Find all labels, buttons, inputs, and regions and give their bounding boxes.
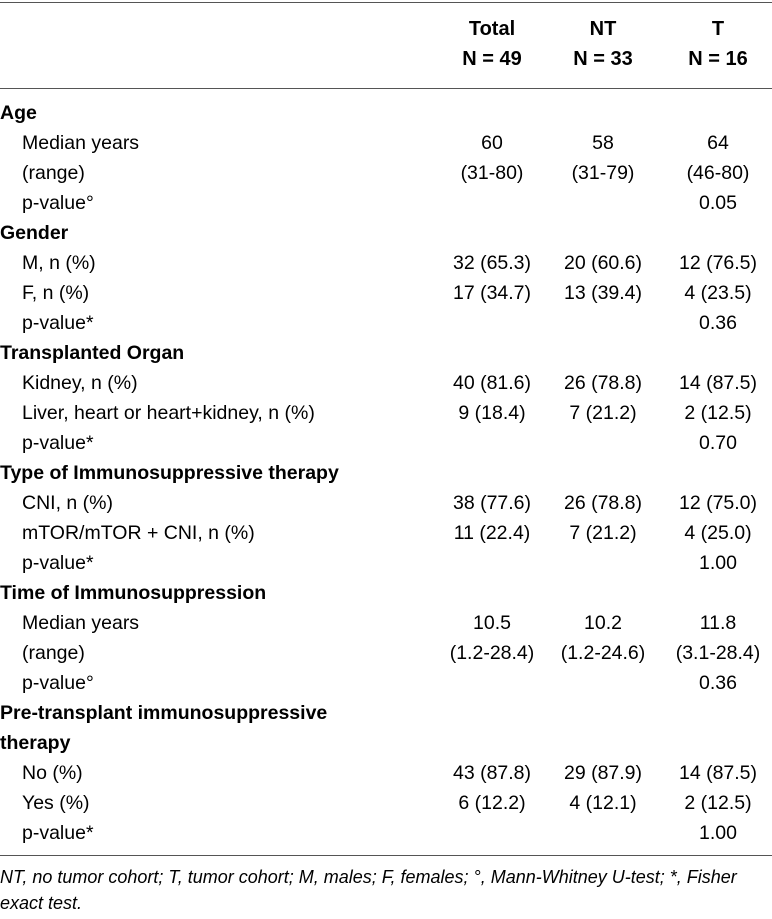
cell-nt: 26 (78.8) <box>563 372 643 394</box>
table-row <box>0 608 772 638</box>
cell-nt: 13 (39.4) <box>563 282 643 304</box>
cell-pvalue: 1.00 <box>699 552 737 574</box>
section-title: Age <box>0 102 37 124</box>
row-label: Yes (%) <box>22 792 90 814</box>
cell-total: 6 (12.2) <box>458 792 526 814</box>
table-row <box>0 128 772 158</box>
cell-nt: 26 (78.8) <box>563 492 643 514</box>
cell-t: 12 (75.0) <box>678 492 758 514</box>
cell-total: 60 <box>481 132 503 154</box>
cell-pvalue: 0.36 <box>699 672 737 694</box>
cell-t: 14 (87.5) <box>678 372 758 394</box>
cell-total: 40 (81.6) <box>452 372 532 394</box>
section-age <box>0 98 772 128</box>
header-nt-label: NT <box>589 18 617 40</box>
cell-total: 11 (22.4) <box>453 522 531 544</box>
table-row <box>0 368 772 398</box>
row-label: F, n (%) <box>22 282 90 304</box>
section-time-immunosuppression <box>0 578 772 608</box>
cell-total: 38 (77.6) <box>452 492 532 514</box>
cell-pvalue: 0.05 <box>699 192 737 214</box>
section-therapy-type <box>0 458 772 488</box>
row-label: (range) <box>22 162 85 184</box>
cell-t: 14 (87.5) <box>678 762 758 784</box>
header-total <box>432 14 552 74</box>
cell-t: 64 <box>707 132 729 154</box>
cell-t: 4 (23.5) <box>684 282 752 304</box>
row-label: Liver, heart or heart+kidney, n (%) <box>22 402 315 424</box>
row-label: p-value* <box>22 432 94 454</box>
cell-t: 11.8 <box>699 612 737 634</box>
table-row <box>0 248 772 278</box>
row-label: No (%) <box>22 762 83 784</box>
cell-total: 32 (65.3) <box>452 252 532 274</box>
section-title: Transplanted Organ <box>0 342 185 364</box>
cell-t: (46-80) <box>686 162 750 184</box>
header-nt-n: N = 33 <box>573 48 633 70</box>
table-row <box>0 788 772 818</box>
table-row <box>0 638 772 668</box>
row-label: Median years <box>22 132 140 154</box>
top-rule <box>0 2 772 3</box>
cell-t: (3.1-28.4) <box>675 642 761 664</box>
table-row <box>0 518 772 548</box>
row-label: CNI, n (%) <box>22 492 114 514</box>
table-body <box>0 98 772 848</box>
header-total-n: N = 49 <box>462 48 522 70</box>
section-title-line1: Pre-transplant immunosuppressive <box>0 702 328 724</box>
section-title: Type of Immunosuppressive therapy <box>0 462 339 484</box>
section-title: Time of Immunosuppression <box>0 582 267 604</box>
section-title-line2: therapy <box>0 732 71 754</box>
cell-total: 10.5 <box>473 612 511 634</box>
table-row <box>0 668 772 698</box>
section-pretransplant-cont <box>0 728 772 758</box>
row-label: mTOR/mTOR + CNI, n (%) <box>22 522 255 544</box>
cell-total: (1.2-28.4) <box>449 642 535 664</box>
cell-nt: (1.2-24.6) <box>560 642 646 664</box>
cell-pvalue: 1.00 <box>699 822 737 844</box>
cell-total: (31-80) <box>460 162 524 184</box>
header-nt <box>548 14 658 74</box>
cell-total: 9 (18.4) <box>458 402 526 424</box>
cell-nt: 7 (21.2) <box>569 522 637 544</box>
section-title: Gender <box>0 222 69 244</box>
row-label: p-value° <box>22 672 94 694</box>
cell-total: 17 (34.7) <box>452 282 532 304</box>
cell-nt: 29 (87.9) <box>563 762 643 784</box>
cell-nt: 10.2 <box>584 612 622 634</box>
table-row <box>0 278 772 308</box>
cell-nt: 20 (60.6) <box>563 252 643 274</box>
table-row <box>0 428 772 458</box>
header-total-label: Total <box>468 18 516 40</box>
bottom-rule <box>0 855 772 856</box>
header-t <box>664 14 772 74</box>
cell-total: 43 (87.8) <box>452 762 532 784</box>
cell-t: 12 (76.5) <box>678 252 758 274</box>
cell-nt: 7 (21.2) <box>569 402 637 424</box>
cell-t: 2 (12.5) <box>684 792 752 814</box>
cell-t: 4 (25.0) <box>684 522 752 544</box>
header-rule <box>0 88 772 89</box>
row-label: M, n (%) <box>22 252 96 274</box>
table-row <box>0 398 772 428</box>
table-row <box>0 488 772 518</box>
section-gender <box>0 218 772 248</box>
cell-nt: (31-79) <box>571 162 635 184</box>
table-footnote: NT, no tumor cohort; T, tumor cohort; M, males; F, females; °, Mann-Whitney U-test; *, Fisher exact test. <box>0 867 737 913</box>
cell-t: 2 (12.5) <box>684 402 752 424</box>
table-row <box>0 188 772 218</box>
row-label: Kidney, n (%) <box>22 372 138 394</box>
table-row <box>0 158 772 188</box>
cell-pvalue: 0.70 <box>699 432 737 454</box>
header-t-label: T <box>711 18 725 40</box>
table-row <box>0 308 772 338</box>
header-t-n: N = 16 <box>688 48 748 70</box>
row-label: (range) <box>22 642 85 664</box>
table-row <box>0 548 772 578</box>
section-transplanted-organ <box>0 338 772 368</box>
cell-nt: 4 (12.1) <box>569 792 637 814</box>
cell-pvalue: 0.36 <box>699 312 737 334</box>
section-pretransplant <box>0 698 772 728</box>
table-row <box>0 758 772 788</box>
row-label: Median years <box>22 612 140 634</box>
row-label: p-value* <box>22 312 94 334</box>
row-label: p-value* <box>22 552 94 574</box>
row-label: p-value° <box>22 192 94 214</box>
table-row <box>0 818 772 848</box>
cell-nt: 58 <box>592 132 614 154</box>
row-label: p-value* <box>22 822 94 844</box>
